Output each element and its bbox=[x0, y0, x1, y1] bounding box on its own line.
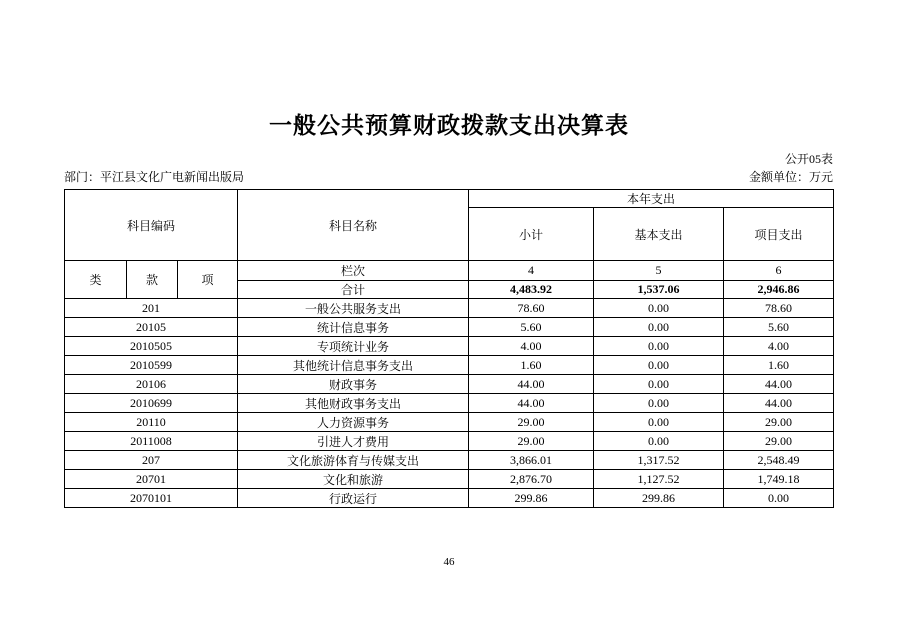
table-row bbox=[65, 375, 834, 394]
cell-subtotal: 44.00 bbox=[469, 394, 594, 413]
cell-subtotal: 299.86 bbox=[469, 489, 594, 508]
cell-basic: 0.00 bbox=[594, 356, 724, 375]
header-subject-code: 科目编码 bbox=[65, 190, 238, 261]
cell-project: 44.00 bbox=[724, 394, 834, 413]
cell-subtotal: 29.00 bbox=[469, 413, 594, 432]
currency-unit-label: 金额单位：万元 bbox=[748, 170, 833, 184]
cell-basic: 0.00 bbox=[594, 375, 724, 394]
cell-project: 44.00 bbox=[724, 375, 834, 394]
cell-code: 207 bbox=[65, 451, 238, 470]
cell-name: 文化旅游体育与传媒支出 bbox=[238, 451, 469, 470]
cell-code: 20105 bbox=[65, 318, 238, 337]
cell-code: 201 bbox=[65, 299, 238, 318]
cell-subtotal: 3,866.01 bbox=[469, 451, 594, 470]
cell-basic: 0.00 bbox=[594, 432, 724, 451]
header-project-expenditure: 项目支出 bbox=[724, 208, 834, 261]
cell-name: 引进人才费用 bbox=[238, 432, 469, 451]
total-basic: 1,537.06 bbox=[594, 281, 724, 299]
cell-project: 5.60 bbox=[724, 318, 834, 337]
cell-subtotal: 44.00 bbox=[469, 375, 594, 394]
cell-name: 专项统计业务 bbox=[238, 337, 469, 356]
cell-name: 人力资源事务 bbox=[238, 413, 469, 432]
cell-name: 一般公共服务支出 bbox=[238, 299, 469, 318]
cell-subtotal: 4.00 bbox=[469, 337, 594, 356]
cell-project: 2,548.49 bbox=[724, 451, 834, 470]
cell-subtotal: 78.60 bbox=[469, 299, 594, 318]
cell-name: 行政运行 bbox=[238, 489, 469, 508]
column-number-5: 5 bbox=[594, 261, 724, 281]
cell-basic: 0.00 bbox=[594, 318, 724, 337]
table-row bbox=[65, 432, 834, 451]
cell-project: 78.60 bbox=[724, 299, 834, 318]
cell-code: 20110 bbox=[65, 413, 238, 432]
table-row bbox=[65, 489, 834, 508]
header-item: 项 bbox=[178, 261, 238, 299]
page-title: 一般公共预算财政拨款支出决算表 bbox=[269, 112, 629, 138]
table-row bbox=[65, 413, 834, 432]
cell-project: 1,749.18 bbox=[724, 470, 834, 489]
table-row bbox=[65, 470, 834, 489]
cell-code: 2011008 bbox=[65, 432, 238, 451]
cell-subtotal: 1.60 bbox=[469, 356, 594, 375]
table-row bbox=[65, 318, 834, 337]
table-row bbox=[65, 451, 834, 470]
cell-code: 2010699 bbox=[65, 394, 238, 413]
cell-name: 其他统计信息事务支出 bbox=[238, 356, 469, 375]
cell-subtotal: 5.60 bbox=[469, 318, 594, 337]
total-project: 2,946.86 bbox=[724, 281, 834, 299]
total-subtotal: 4,483.92 bbox=[469, 281, 594, 299]
table-row bbox=[65, 356, 834, 375]
cell-basic: 0.00 bbox=[594, 413, 724, 432]
total-label: 合计 bbox=[238, 281, 469, 299]
cell-basic: 299.86 bbox=[594, 489, 724, 508]
cell-code: 2010505 bbox=[65, 337, 238, 356]
column-number-6: 6 bbox=[724, 261, 834, 281]
cell-basic: 1,127.52 bbox=[594, 470, 724, 489]
cell-subtotal: 29.00 bbox=[469, 432, 594, 451]
header-basic-expenditure: 基本支出 bbox=[594, 208, 724, 261]
column-number-4: 4 bbox=[469, 261, 594, 281]
table-row bbox=[65, 337, 834, 356]
table-row bbox=[65, 394, 834, 413]
header-row-1 bbox=[65, 190, 834, 208]
cell-project: 29.00 bbox=[724, 413, 834, 432]
cell-basic: 0.00 bbox=[594, 299, 724, 318]
form-number-label: 公开05表 bbox=[784, 152, 833, 166]
cell-project: 4.00 bbox=[724, 337, 834, 356]
column-index-label: 栏次 bbox=[238, 261, 469, 281]
cell-project: 29.00 bbox=[724, 432, 834, 451]
page-number: 46 bbox=[443, 556, 455, 568]
department-label: 部门：平江县文化广电新闻出版局 bbox=[64, 170, 245, 184]
cell-subtotal: 2,876.70 bbox=[469, 470, 594, 489]
cell-code: 2010599 bbox=[65, 356, 238, 375]
header-current-year: 本年支出 bbox=[469, 190, 834, 208]
cell-basic: 0.00 bbox=[594, 337, 724, 356]
cell-name: 文化和旅游 bbox=[238, 470, 469, 489]
column-index-row bbox=[65, 261, 834, 281]
header-subtotal: 小计 bbox=[469, 208, 594, 261]
cell-name: 财政事务 bbox=[238, 375, 469, 394]
header-subject-name: 科目名称 bbox=[238, 190, 469, 261]
cell-project: 1.60 bbox=[724, 356, 834, 375]
cell-basic: 1,317.52 bbox=[594, 451, 724, 470]
cell-basic: 0.00 bbox=[594, 394, 724, 413]
header-class: 类 bbox=[65, 261, 127, 299]
expenditure-table bbox=[64, 189, 834, 508]
cell-name: 其他财政事务支出 bbox=[238, 394, 469, 413]
cell-name: 统计信息事务 bbox=[238, 318, 469, 337]
cell-code: 2070101 bbox=[65, 489, 238, 508]
cell-project: 0.00 bbox=[724, 489, 834, 508]
cell-code: 20106 bbox=[65, 375, 238, 394]
cell-code: 20701 bbox=[65, 470, 238, 489]
header-section: 款 bbox=[127, 261, 178, 299]
table-row bbox=[65, 299, 834, 318]
